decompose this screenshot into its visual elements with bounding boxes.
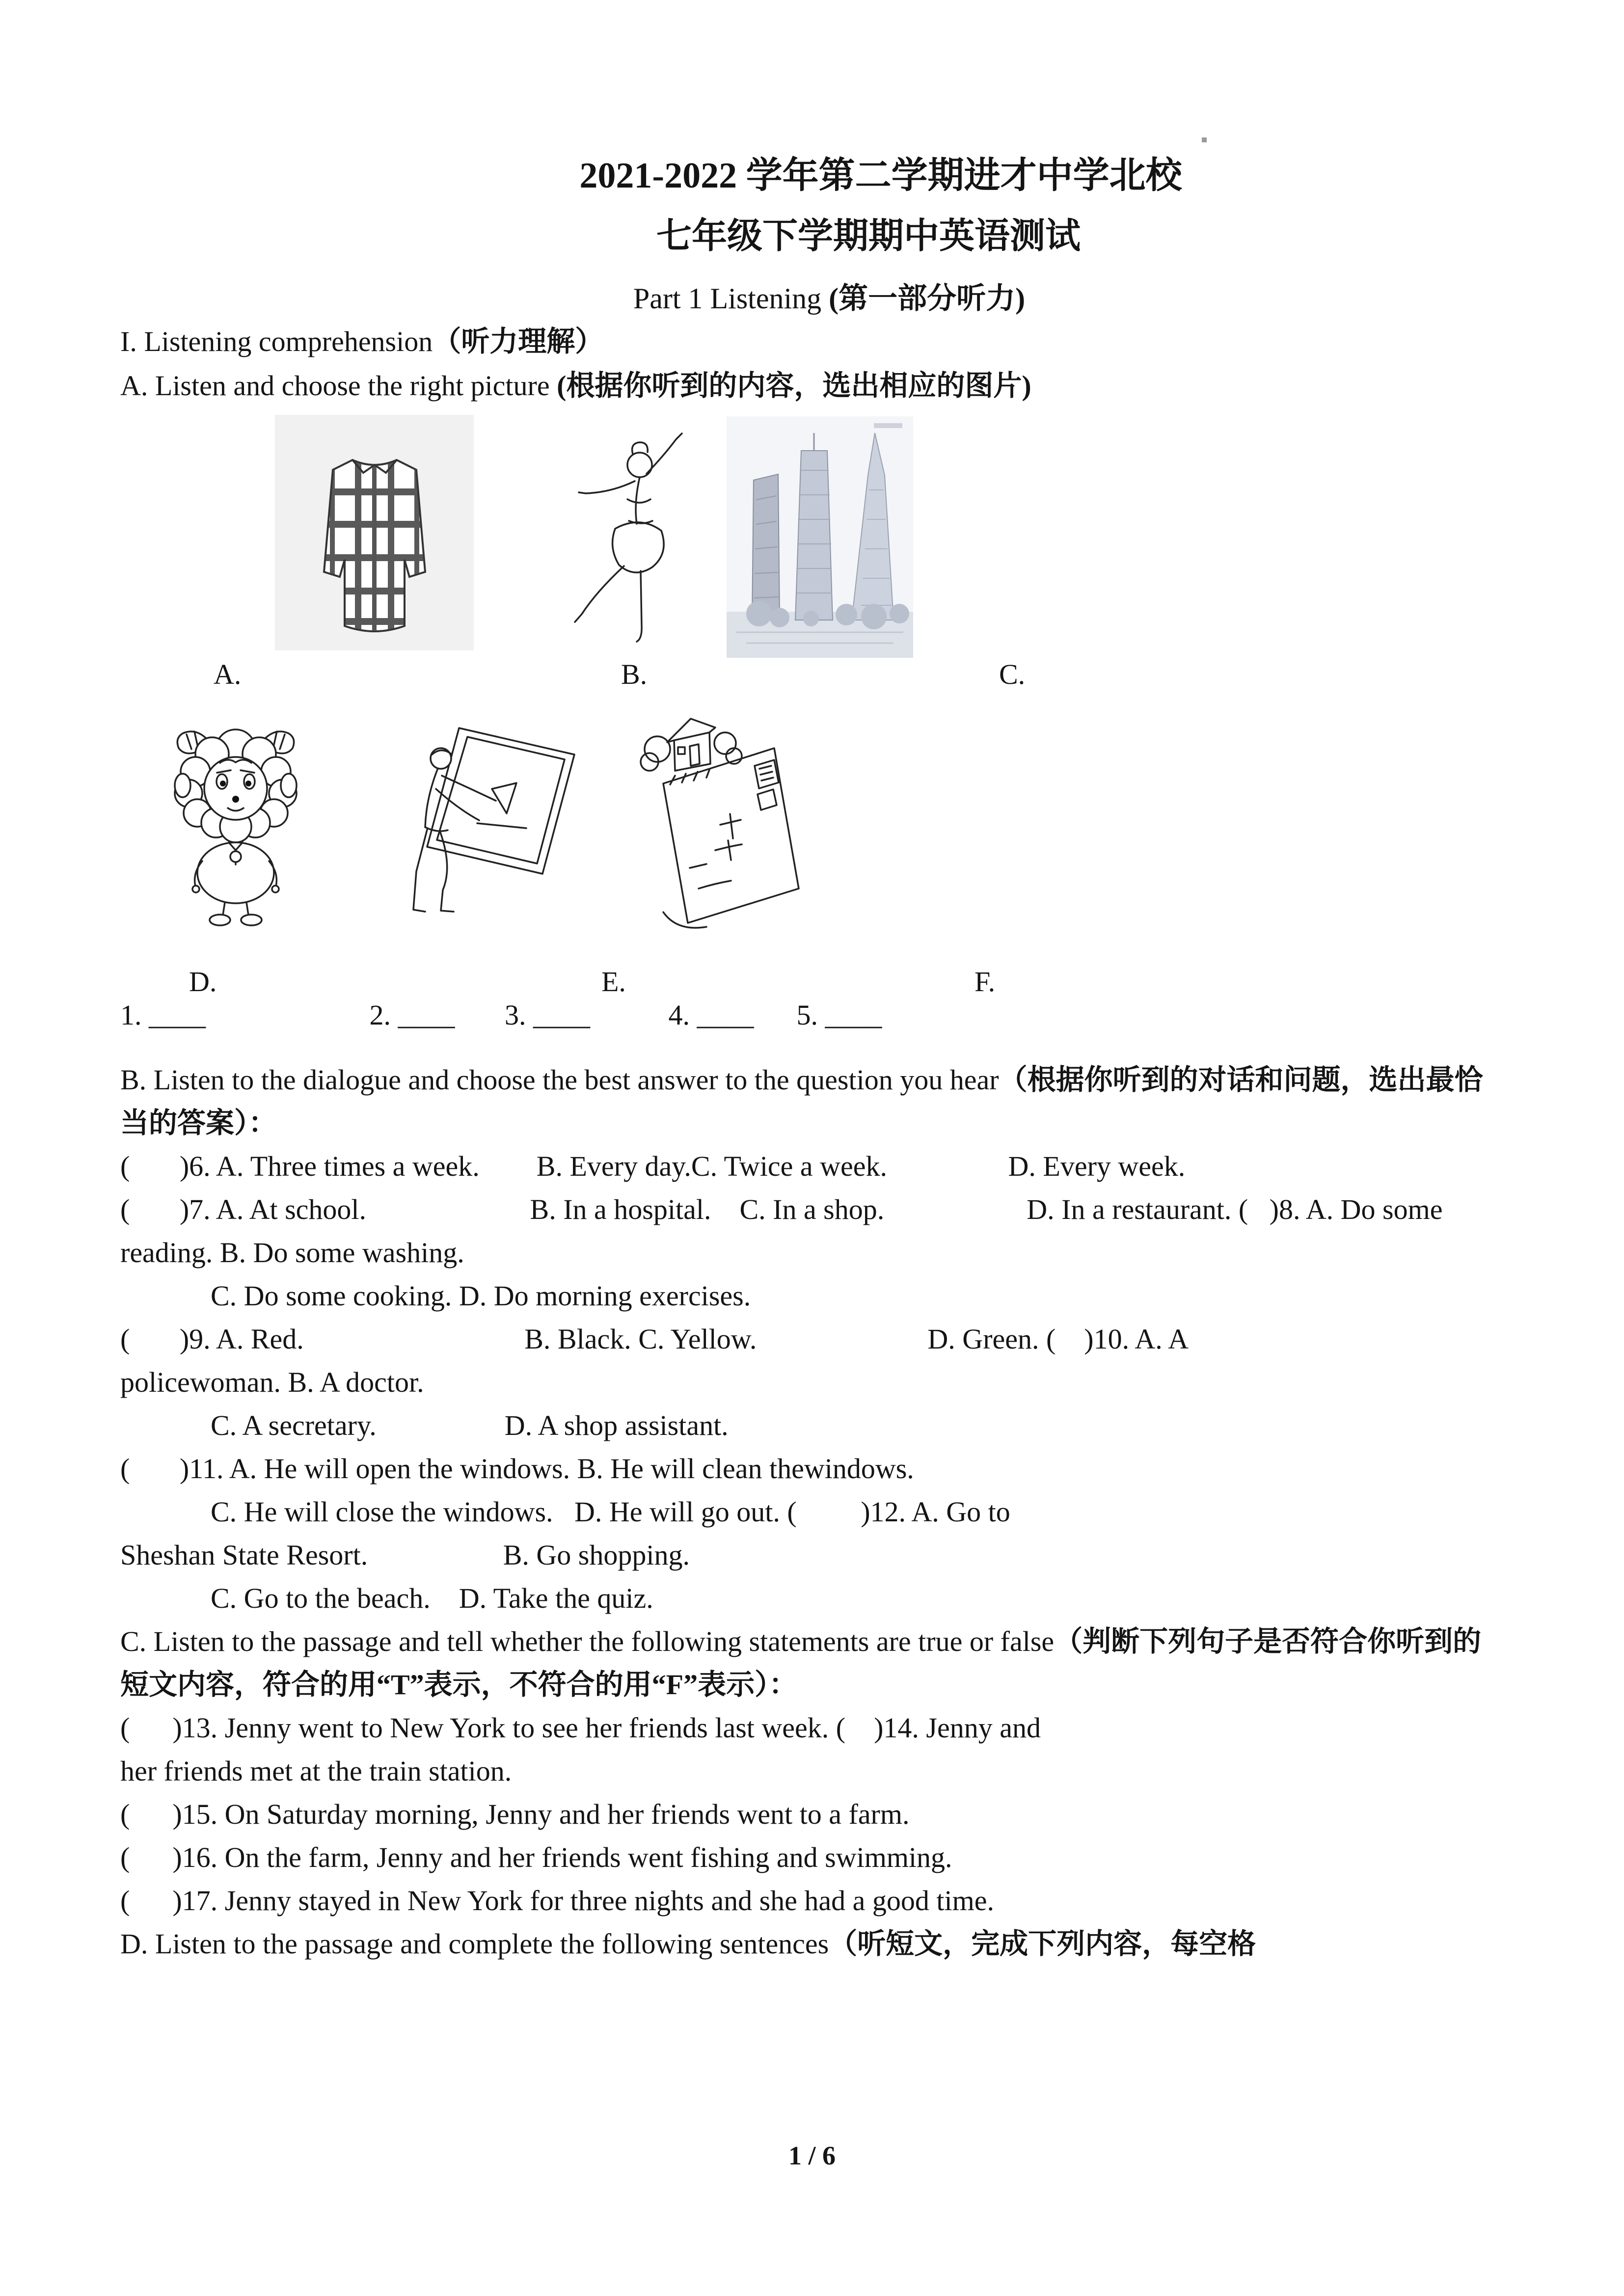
question-7-8: ( )7. A. At school. B. In a hospital. C. In a shop. D. In a restaurant. ( )8. A. Do some <box>120 1193 1443 1225</box>
stray-scan-dot <box>1202 137 1207 142</box>
section-c-instruction-cont: 短文内容，符合的用“T”表示，不符合的用“F”表示）： <box>120 1669 798 1701</box>
section-b-instruction-zh: （根据你听到的对话和问题，选出最恰 <box>999 1064 1483 1096</box>
picture-label-b: B. <box>621 658 648 690</box>
question-16: ( )16. On the farm, Jenny and her friends went fishing and swimming. <box>120 1841 952 1873</box>
section-d-instruction: D. Listen to the passage and complete the following sentences（听短文，完成下列内容，每空格 <box>120 1928 1256 1960</box>
picture-a-plaid-shirt-image <box>275 415 474 650</box>
picture-label-d: D. <box>189 966 217 998</box>
section-b-instruction-cont: 当的答案）： <box>120 1107 277 1139</box>
question-11-options-ab: ( )11. A. He will open the windows. B. He will clean thewindows. <box>120 1453 914 1485</box>
section-a-instruction-en: A. Listen and choose the right picture <box>120 370 557 402</box>
question-12-options-cd: C. Go to the beach. D. Take the quiz. <box>211 1582 653 1614</box>
picture-label-c: C. <box>999 658 1026 690</box>
picture-label-f: F. <box>974 966 996 998</box>
part1-heading <box>17 275 1624 317</box>
question-13-14: ( )13. Jenny went to New York to see her friends last week. ( )14. Jenny and <box>120 1712 1041 1744</box>
question-15: ( )15. On Saturday morning, Jenny and her friends went to a farm. <box>120 1798 910 1830</box>
question-10-options-cd: C. A secretary. D. A shop assistant. <box>211 1409 729 1441</box>
question-8-options-ab: reading. B. Do some washing. <box>120 1237 464 1269</box>
section-b-instruction-en: B. Listen to the dialogue and choose the best answer to the question you hear <box>120 1064 999 1096</box>
question-12-options-ab: Sheshan State Resort. B. Go shopping. <box>120 1539 690 1571</box>
part1-heading-en: Part 1 Listening <box>633 282 829 315</box>
page-number: 1 / 6 <box>788 2141 836 2170</box>
question-8-options-cd: C. Do some cooking. D. Do morning exercises. <box>211 1280 751 1312</box>
question-11-cd-12-a: C. He will close the windows. D. He will go out. ( )12. A. Go to <box>211 1496 1010 1528</box>
picture-d-cartoon-sheep-image <box>137 711 334 929</box>
question-9-10: ( )9. A. Red. B. Black. C. Yellow. D. Green. ( )10. A. A <box>120 1323 1189 1355</box>
question-14-cont: her friends met at the train station. <box>120 1755 512 1787</box>
section-a-instruction-zh: (根据你听到的内容，选出相应的图片) <box>557 370 1031 402</box>
part1-heading-zh: (第一部分听力) <box>829 282 1026 315</box>
picture-f-letter-with-house-image <box>616 701 817 934</box>
page-title-line1: 2021-2022 学年第二学期进才中学北校 <box>579 156 1182 196</box>
section-b-instruction <box>120 1058 1483 1102</box>
answer-blanks-1-to-5: 1. ____ 2. ____ 3. ____ 4. ____ 5. ____ <box>120 999 882 1031</box>
picture-label-e: E. <box>601 966 626 998</box>
section-c-instruction: C. Listen to the passage and tell whether the following statements are true or false（判断下列句子是否符合你听到的 <box>120 1625 1482 1657</box>
section-a-instruction <box>120 362 1031 404</box>
question-6: ( )6. A. Three times a week. B. Every day.C. Twice a week. D. Every week. <box>120 1150 1186 1182</box>
picture-label-a: A. <box>214 658 242 690</box>
picture-b-ballet-dancer-image <box>533 420 719 648</box>
picture-c-skyscrapers-image <box>727 416 913 658</box>
page-title-line2: 七年级下学期期中英语测试 <box>656 216 1081 256</box>
question-10-options-ab: policewoman. B. A doctor. <box>120 1366 424 1398</box>
section-i-heading-en: I. Listening comprehension <box>120 325 433 357</box>
picture-e-man-carrying-board-image <box>378 709 604 930</box>
question-17: ( )17. Jenny stayed in New York for three nights and she had a good time. <box>120 1885 994 1917</box>
section-i-heading <box>120 318 603 359</box>
section-i-heading-zh: （听力理解） <box>433 325 604 357</box>
